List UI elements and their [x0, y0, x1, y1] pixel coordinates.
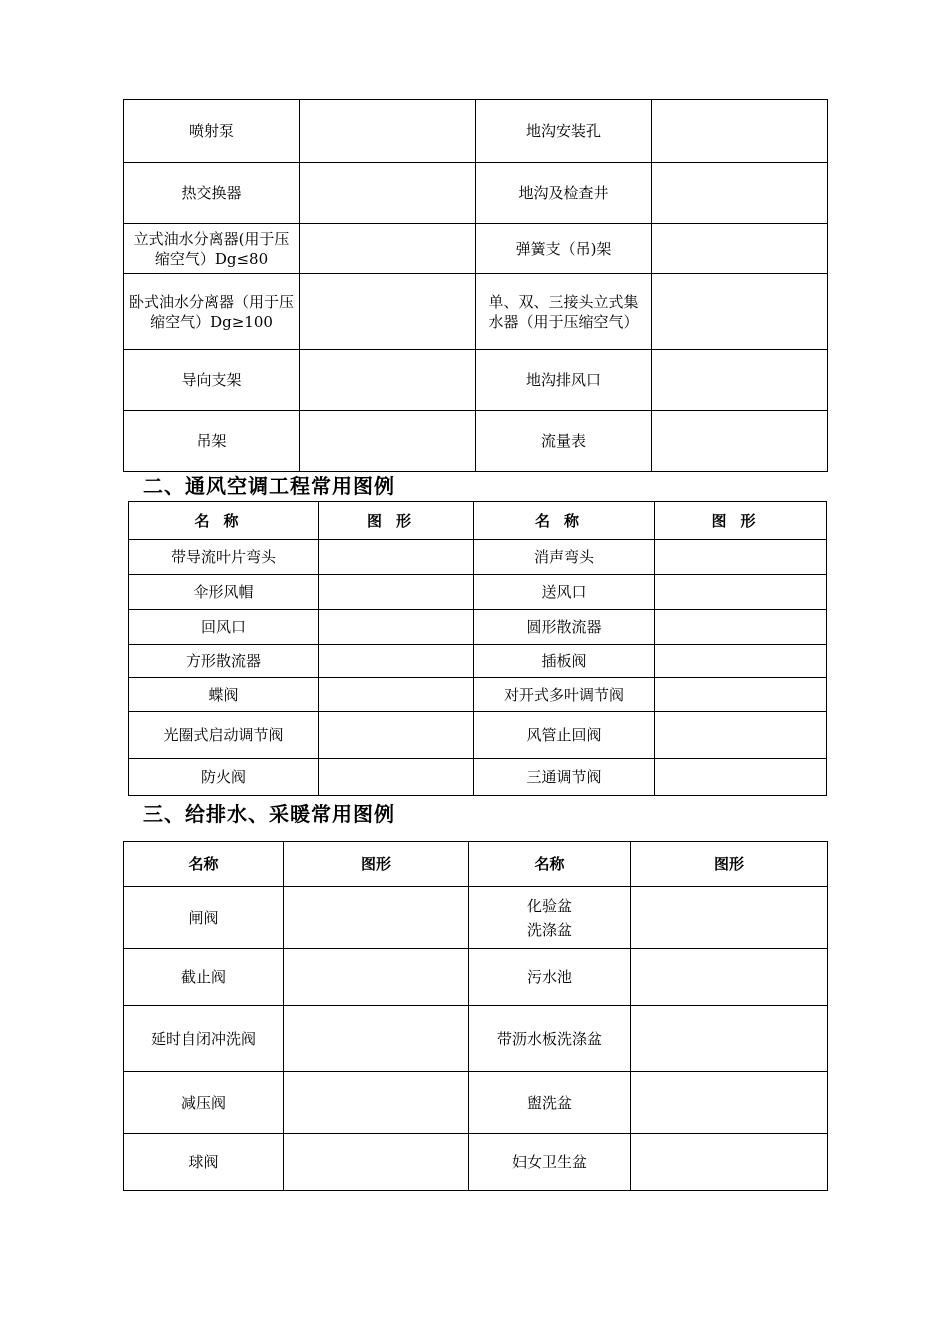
column-header-symbol: 图形 [655, 502, 827, 540]
item-name: 闸阀 [124, 887, 284, 949]
table-row [129, 712, 827, 759]
column-header-name: 名称 [124, 842, 284, 887]
column-header-symbol: 图形 [631, 842, 828, 887]
symbol-cell [300, 224, 476, 274]
table-header-row [124, 842, 828, 887]
symbol-cell [284, 1006, 469, 1072]
symbol-cell [652, 100, 828, 163]
legend-table-1 [123, 99, 828, 472]
section-heading-plumbing: 三、给排水、采暖常用图例 [143, 802, 395, 826]
symbol-cell [319, 575, 474, 610]
column-header-symbol: 图形 [284, 842, 469, 887]
symbol-cell [652, 350, 828, 411]
item-name: 地沟及检查井 [476, 163, 652, 224]
symbol-cell [655, 610, 827, 645]
table-header-row [129, 502, 827, 540]
item-name: 对开式多叶调节阀 [474, 678, 655, 712]
item-name: 风管止回阀 [474, 712, 655, 759]
table-row [124, 1134, 828, 1191]
item-name: 吊架 [124, 411, 300, 472]
table-row [124, 350, 828, 411]
symbol-cell [631, 949, 828, 1006]
symbol-cell [284, 949, 469, 1006]
legend-table-plumbing [123, 841, 828, 1191]
symbol-cell [631, 1072, 828, 1134]
item-name: 盥洗盆 [469, 1072, 631, 1134]
item-name: 喷射泵 [124, 100, 300, 163]
item-name: 送风口 [474, 575, 655, 610]
item-name: 防火阀 [129, 759, 319, 796]
symbol-cell [655, 540, 827, 575]
table-row [124, 100, 828, 163]
item-name: 回风口 [129, 610, 319, 645]
item-name: 减压阀 [124, 1072, 284, 1134]
table-row [129, 540, 827, 575]
table-row [129, 759, 827, 796]
symbol-cell [631, 1134, 828, 1191]
item-name: 卧式油水分离器（用于压缩空气）Dg≥100 [124, 274, 300, 350]
table-row [124, 887, 828, 949]
item-name: 地沟安装孔 [476, 100, 652, 163]
item-name: 截止阀 [124, 949, 284, 1006]
item-name: 导向支架 [124, 350, 300, 411]
column-header-symbol: 图形 [319, 502, 474, 540]
symbol-cell [652, 163, 828, 224]
symbol-cell [284, 1134, 469, 1191]
symbol-cell [652, 274, 828, 350]
item-name: 污水池 [469, 949, 631, 1006]
symbol-cell [300, 350, 476, 411]
table-row [124, 1072, 828, 1134]
symbol-cell [655, 678, 827, 712]
item-name: 热交换器 [124, 163, 300, 224]
item-name: 插板阀 [474, 645, 655, 678]
table-row [124, 224, 828, 274]
table-row [129, 678, 827, 712]
column-header-name: 名称 [469, 842, 631, 887]
item-name: 消声弯头 [474, 540, 655, 575]
column-header-name: 名称 [474, 502, 655, 540]
symbol-cell [284, 887, 469, 949]
symbol-cell [284, 1072, 469, 1134]
symbol-cell [319, 540, 474, 575]
symbol-cell [300, 274, 476, 350]
item-name: 方形散流器 [129, 645, 319, 678]
item-name: 延时自闭冲洗阀 [124, 1006, 284, 1072]
symbol-cell [319, 610, 474, 645]
symbol-cell [319, 759, 474, 796]
item-name-line: 化验盆 [526, 896, 572, 915]
item-name: 圆形散流器 [474, 610, 655, 645]
item-name [469, 887, 631, 949]
table-row [129, 575, 827, 610]
item-name: 带沥水板洗涤盆 [469, 1006, 631, 1072]
item-name: 光圈式启动调节阀 [129, 712, 319, 759]
table-row [124, 163, 828, 224]
table-row [124, 411, 828, 472]
symbol-cell [319, 678, 474, 712]
item-name: 球阀 [124, 1134, 284, 1191]
symbol-cell [319, 712, 474, 759]
symbol-cell [652, 411, 828, 472]
item-name: 单、双、三接头立式集水器（用于压缩空气） [476, 274, 652, 350]
table-row [124, 1006, 828, 1072]
table-row [124, 274, 828, 350]
section-heading-hvac: 二、通风空调工程常用图例 [143, 474, 395, 498]
symbol-cell [300, 163, 476, 224]
symbol-cell [631, 1006, 828, 1072]
table-row [129, 645, 827, 678]
item-name: 蝶阀 [129, 678, 319, 712]
legend-table-hvac [128, 501, 827, 796]
symbol-cell [655, 712, 827, 759]
symbol-cell [655, 759, 827, 796]
item-name: 带导流叶片弯头 [129, 540, 319, 575]
item-name: 三通调节阀 [474, 759, 655, 796]
item-name: 流量表 [476, 411, 652, 472]
symbol-cell [655, 645, 827, 678]
item-name: 伞形风帽 [129, 575, 319, 610]
symbol-cell [300, 411, 476, 472]
item-name: 弹簧支（吊)架 [476, 224, 652, 274]
item-name: 妇女卫生盆 [469, 1134, 631, 1191]
column-header-name: 名称 [129, 502, 319, 540]
symbol-cell [631, 887, 828, 949]
table-row [129, 610, 827, 645]
symbol-cell [652, 224, 828, 274]
symbol-cell [300, 100, 476, 163]
symbol-cell [319, 645, 474, 678]
item-name: 地沟排风口 [476, 350, 652, 411]
symbol-cell [655, 575, 827, 610]
item-name: 立式油水分离器(用于压缩空气）Dg≤80 [124, 224, 300, 274]
table-row [124, 949, 828, 1006]
item-name-line: 洗涤盆 [526, 920, 572, 939]
